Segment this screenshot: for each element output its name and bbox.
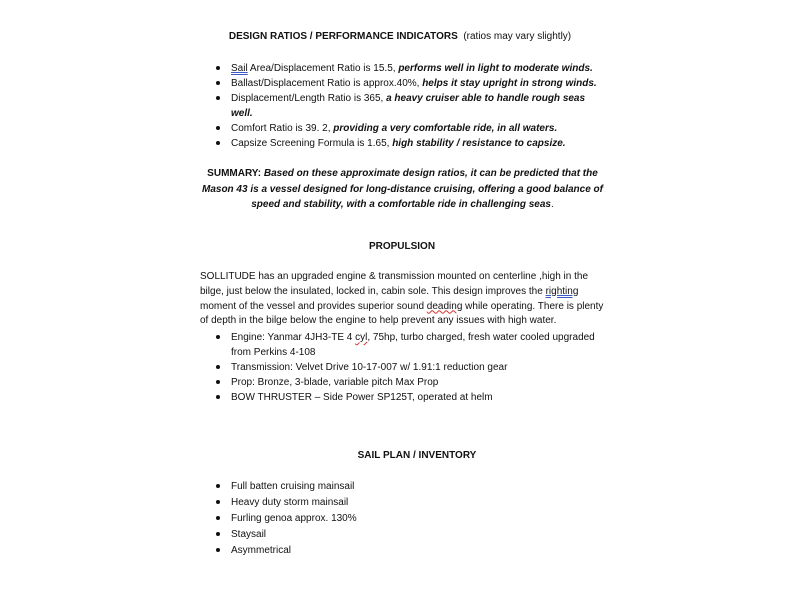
- sail-plan-list: [200, 479, 500, 559]
- sail-plan-heading: SAIL PLAN / INVENTORY: [357, 450, 477, 461]
- propulsion-item: [200, 330, 600, 360]
- ratio-item-emphasis: a heavy cruiser able to handle rough seas well.: [231, 93, 586, 119]
- propulsion-item-text: Prop: Bronze, 3-blade, variable pitch Max Prop: [231, 377, 439, 388]
- propulsion-text: moment of the vessel and provides superior sound: [200, 300, 427, 312]
- ratio-item: [200, 61, 600, 76]
- sail-item: Asymmetrical: [200, 543, 500, 559]
- summary-end: .: [550, 199, 554, 210]
- marked-word-righting: righting: [545, 285, 579, 297]
- ratio-item-emphasis: helps it stay upright in strong winds.: [422, 78, 597, 89]
- ratio-item: [200, 91, 600, 121]
- ratio-item-emphasis: providing a very comfortable ride, in all waters.: [333, 123, 558, 134]
- sail-item: Staysail: [200, 527, 500, 543]
- ratio-item: [200, 76, 600, 91]
- propulsion-paragraph: [200, 270, 608, 329]
- summary-lead: SUMMARY:: [207, 168, 262, 179]
- summary-paragraph: [200, 166, 605, 213]
- ratio-item-text: Displacement/Length Ratio is 365,: [231, 93, 387, 104]
- ratios-heading-text: DESIGN RATIOS / PERFORMANCE INDICATORS: [228, 31, 458, 42]
- propulsion-item-text: , 75hp, turbo charged, fresh water cooled upgraded from Perkins 4-108: [231, 332, 595, 358]
- sail-item: Heavy duty storm mainsail: [200, 495, 500, 511]
- propulsion-text: while operating. There is plenty of depth in the bilge below the engine to help prevent any issues with high water.: [200, 300, 604, 327]
- propulsion-heading: PROPULSION: [368, 241, 436, 252]
- propulsion-item-text: Transmission: Velvet Drive 10-17-007 w/ 1.91:1 reduction gear: [231, 362, 508, 373]
- sail-item: Full batten cruising mainsail: [200, 479, 500, 495]
- propulsion-list: [200, 330, 600, 405]
- sail-item: Furling genoa approx. 130%: [200, 511, 500, 527]
- ratios-heading: [0, 31, 800, 42]
- ratio-item: [200, 121, 600, 136]
- propulsion-item: [200, 360, 600, 375]
- propulsion-item-text: Engine: Yanmar 4JH3-TE 4: [231, 332, 356, 343]
- ratio-item-text: Area/Displacement Ratio is 15.5,: [247, 63, 399, 74]
- propulsion-item-text: BOW THRUSTER – Side Power SP125T, operated at helm: [231, 392, 493, 403]
- marked-word-deading: deading: [426, 300, 463, 312]
- ratio-item-text: Comfort Ratio is 39. 2,: [231, 123, 334, 134]
- ratios-heading-note: (ratios may vary slightly): [463, 31, 572, 42]
- marked-word-cyl: cyl: [355, 332, 368, 343]
- summary-text: Based on these approximate design ratios, it can be predicted that the Mason 43 is a vessel designed for long-distance cruising, offering a good balance of speed and stability, with a comfortable ride in challenging seas: [201, 168, 603, 210]
- ratio-item-text: Capsize Screening Formula is 1.65,: [231, 138, 393, 149]
- ratio-item-text: Ballast/Displacement Ratio is approx.40%,: [231, 78, 423, 89]
- propulsion-text: SOLLITUDE has an upgraded engine & transmission mounted on centerline ,high in the bilge, just below the insulated, locked in, cabin sole. This design improves the: [200, 271, 589, 297]
- ratio-item-emphasis: high stability / resistance to capsize.: [392, 138, 566, 149]
- ratio-item-emphasis: performs well in light to moderate winds.: [398, 63, 593, 74]
- ratio-item-marked-word: Sail: [231, 63, 248, 74]
- ratio-item: [200, 136, 600, 151]
- propulsion-item: [200, 375, 600, 390]
- propulsion-item: [200, 390, 600, 405]
- ratios-list: [200, 61, 600, 151]
